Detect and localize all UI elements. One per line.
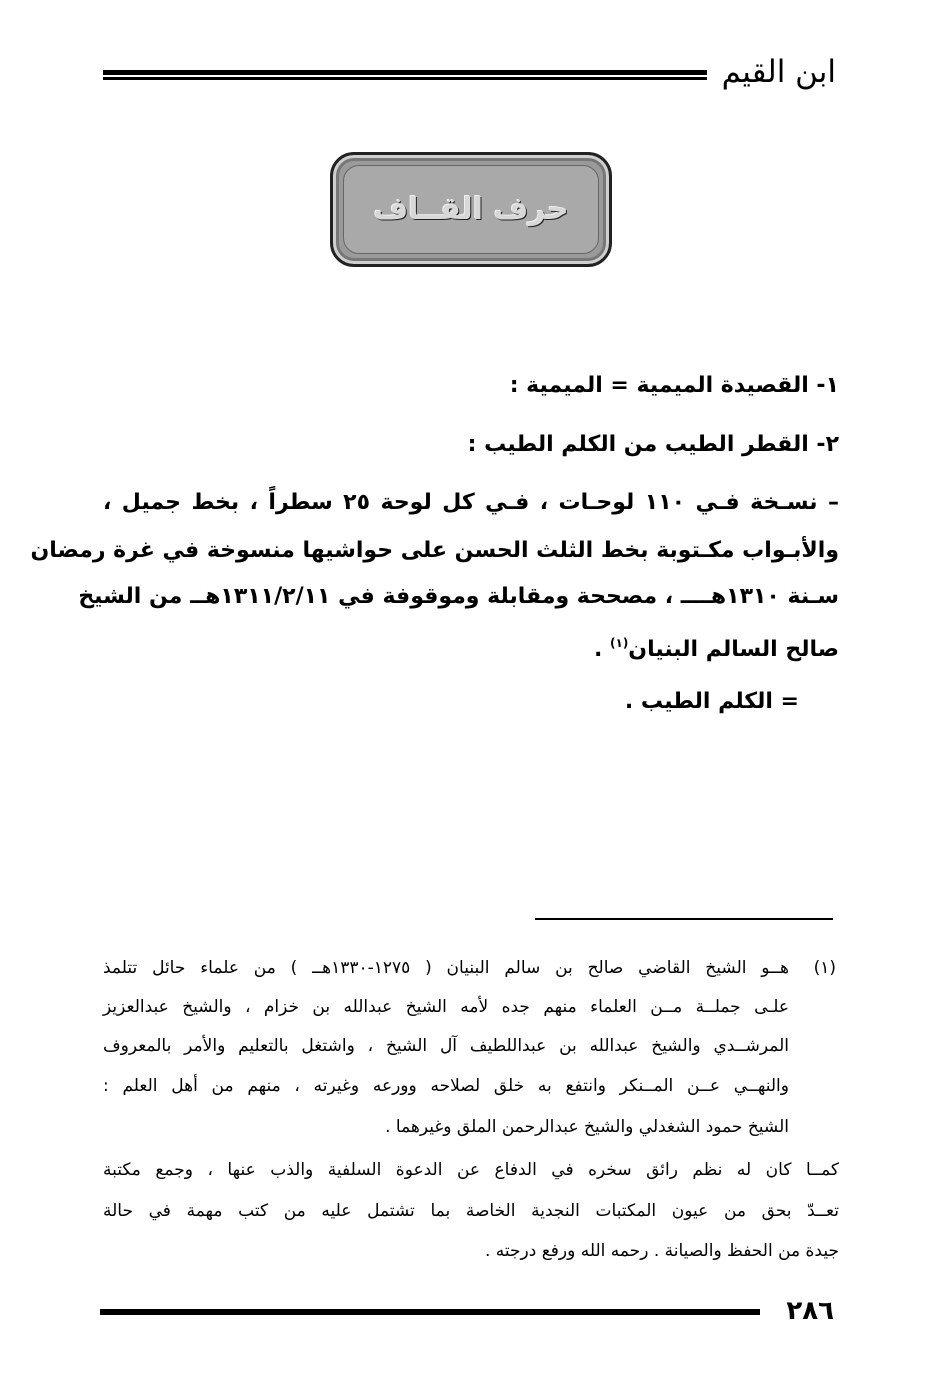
footnote-marker: (١) [813,958,836,978]
description-last-text: صالح السالم البنيان [628,637,839,662]
footnote-line-6: كمــا كان له نظم رائق سخره في الدفاع عن الدعوة السلفية والذب عنها ، وجمع مكتبة [103,1160,839,1180]
entry-item-2: ٢- القطر الطيب من الكلم الطيب : [467,432,839,457]
footnote-line-8: جيدة من الحفظ والصيانة . رحمه الله ورفع درجته . [484,1241,839,1261]
footnote-line-4: والنهــي عــن المــنكر وانتفع به خلق لصلاحه وورعه وغيرته ، منهم من أهل العلم : [103,1076,789,1096]
description-end: . [593,637,610,662]
footnote-line-5: الشيخ حمود الشغدلي والشيخ عبدالرحمن الملق وغيرهما . [385,1117,789,1137]
description-line-4 [594,628,839,665]
footer-rule [100,1309,760,1315]
footnote-line-2: علـى جملــة مــن العلماء منهم جده لأمه الشيخ عبدالله بن خزام ، والشيخ عبدالعزيز [103,997,789,1017]
footnote-reference: (١) [610,636,629,650]
description-line-1: – نسـخة فـي ١١٠ لوحـات ، فـي كل لوحة ٢٥ سطراً ، بخط جميل ، [103,490,839,515]
page-number: ٢٨٦ [786,1296,834,1326]
description-line-3: سـنة ١٣١٠هــــ ، مصححة ومقابلة وموقوفة في ١٣١١/٢/١١هــ من الشيخ [78,584,839,609]
footnote-line-3: المرشــدي والشيخ عبدالله بن عبداللطيف آل الشيخ ، واشتغل بالتعليم والأمر بالمعروف [103,1036,789,1056]
footnote-separator [535,918,833,920]
header-rule [103,70,707,82]
description-line-2: والأبـواب مكـتوبة بخط الثلث الحسن على حواشيها منسوخة في غرة رمضان [30,538,839,563]
running-header-title: ابن القيم [721,54,836,90]
chapter-title: حرف القــاف [373,192,569,227]
footnote-line-1: هــو الشيخ القاضي صالح بن سالم البنيان ( ١٢٧٥-١٣٣٠هــ ) من علماء حائل تتلمذ [103,958,790,978]
footnote-line-7: تعــدّ بحق من عيون المكتبات النجدية الخاصة بما تشتمل عليه من كتب مهمة في حالة [103,1201,839,1221]
cross-reference: = الكلم الطيب . [624,689,799,714]
chapter-heading-box [330,152,612,267]
entry-item-1: ١- القصيدة الميمية = الميمية : [509,373,839,398]
